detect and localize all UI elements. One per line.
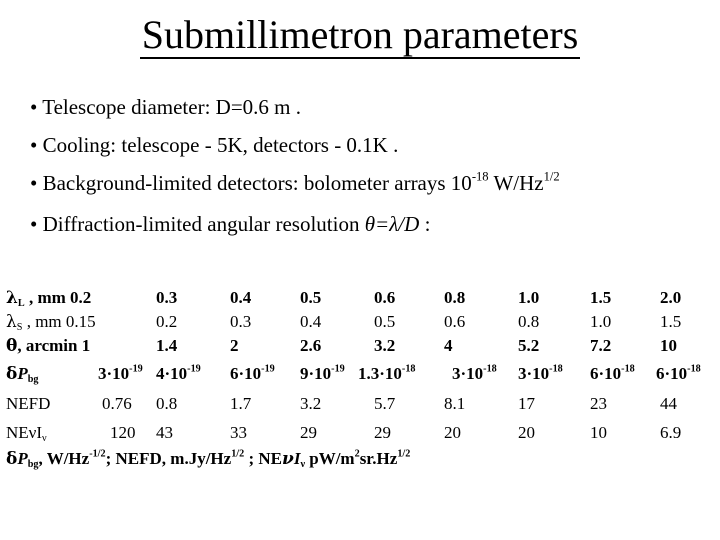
exponent: -18 [687,363,701,375]
label-text: , arcmin 1 [17,336,91,355]
table-cell: 1.0 [518,288,540,307]
row-label [6,310,96,334]
bullet-text: : [419,212,431,236]
bullet-diffraction-limited [30,211,430,237]
bullet-telescope-diameter: • Telescope diameter: D=0.6 m . [30,95,302,119]
table-cell: 5.2 [518,336,540,355]
row-label [6,421,47,445]
exponent: 2 [354,448,360,460]
table-cell: 0.8 [156,394,178,413]
table-cell: 33 [230,423,247,442]
table-cell: 0.5 [374,312,396,331]
table-cell: 1.0 [590,312,612,331]
subscript: S [16,322,23,334]
mantissa: 1.3·10 [358,364,402,383]
table-cell: 20 [518,423,535,442]
lambda-symbol: λ [6,312,17,332]
table-cell: 29 [300,423,317,442]
table-cell: 1.5 [660,312,682,331]
footnote-text: ; NE [244,449,283,468]
table-cell [590,362,635,386]
exponent: 1/2 [397,448,411,460]
table-cell: 7.2 [590,336,612,355]
exponent: -19 [261,363,275,375]
table-cell [230,362,275,386]
exponent: -18 [483,363,497,375]
table-cell: 0.6 [444,312,466,331]
delta-symbol: δ [6,449,18,469]
table-cell: 44 [660,394,677,413]
exponent: -19 [187,363,201,375]
page-title [0,10,720,60]
table-cell: 0.6 [374,288,396,307]
table-cell: 0.4 [230,288,252,307]
label-text: , mm 0.15 [22,312,96,331]
row-label [6,362,39,386]
exponent: -18 [549,363,563,375]
theta-symbol: θ [6,336,18,356]
table-cell [156,362,201,386]
row-label [6,334,90,358]
exponent: -19 [331,363,345,375]
table-cell: 23 [590,394,607,413]
lambda-symbol: λ [6,288,18,308]
table-cell: 17 [518,394,535,413]
nu-symbol: ν [282,449,294,469]
table-cell: 5.7 [374,394,396,413]
mantissa: 6·10 [656,364,688,383]
table-cell: 29 [374,423,391,442]
subscript: bg [27,374,39,386]
table-cell: 43 [156,423,173,442]
table-cell: 20 [444,423,461,442]
bullet-cooling: • Cooling: telescope - 5K, detectors - 0.1K . [30,133,399,157]
table-cell: 1.4 [156,336,178,355]
mantissa: 3·10 [452,364,484,383]
mantissa: 4·10 [156,364,188,383]
variable-p: P [17,449,28,468]
table-cell: 2.0 [660,288,682,307]
resolution-formula: θ=λ/D [364,212,420,236]
footnote-text: ; NEFD, m.Jy/Hz [105,449,232,468]
variable-i: I [293,449,301,468]
table-cell [452,362,497,386]
footnote-text: , W/Hz [38,449,90,468]
footnote-text: sr.Hz [359,449,398,468]
exponent: -19 [129,363,143,375]
table-cell: 1.7 [230,394,252,413]
exponent: -18 [621,363,635,375]
exponent: 1/2 [543,169,560,184]
table-cell: 0.3 [156,288,178,307]
delta-symbol: δ [6,364,18,384]
table-cell: 6.9 [660,423,682,442]
bullet-background-limited [30,170,560,196]
table-cell: 0.8 [444,288,466,307]
mantissa: 3·10 [518,364,550,383]
subscript: L [17,298,25,310]
table-cell: 3.2 [374,336,396,355]
table-cell: 3.2 [300,394,322,413]
table-cell [358,362,416,386]
subscript: bg [27,459,39,471]
table-cell: 0.2 [156,312,178,331]
exponent: 1/2 [231,448,245,460]
exponent: -18 [471,169,489,184]
bullet-text: W/Hz [488,171,544,195]
mantissa: 3·10 [98,364,130,383]
label-text: NEνI [6,423,43,442]
mantissa: 9·10 [300,364,332,383]
bullet-text: • Diffraction-limited angular resolution [30,212,365,236]
mantissa: 6·10 [590,364,622,383]
footnote-text: pW/m [305,449,355,468]
table-cell: 0.76 [102,394,132,413]
row-label [6,286,91,310]
units-footnote [6,449,410,469]
table-cell [98,362,143,386]
subscript: ν [42,433,47,445]
label-text: , mm 0.2 [24,288,92,307]
table-cell: 2.6 [300,336,322,355]
exponent: -18 [401,363,416,375]
table-cell: 10 [660,336,677,355]
table-cell: 0.8 [518,312,540,331]
table-cell: 0.5 [300,288,322,307]
table-cell: 8.1 [444,394,466,413]
table-cell: 120 [110,423,136,442]
table-cell: 0.3 [230,312,252,331]
title-text: Submillimetron parameters [141,12,579,57]
table-cell [518,362,563,386]
mantissa: 6·10 [230,364,262,383]
subscript: ν [300,459,305,471]
table-cell: 2 [230,336,239,355]
bullet-text: • Background-limited detectors: bolometer arrays 10 [30,171,472,195]
table-cell [656,362,701,386]
table-cell: 1.5 [590,288,612,307]
exponent: -1/2 [89,448,106,460]
table-cell: 4 [444,336,453,355]
table-cell: 10 [590,423,607,442]
row-label: NEFD [6,394,51,413]
variable-p: P [17,364,28,383]
table-cell [300,362,345,386]
table-cell: 0.4 [300,312,322,331]
